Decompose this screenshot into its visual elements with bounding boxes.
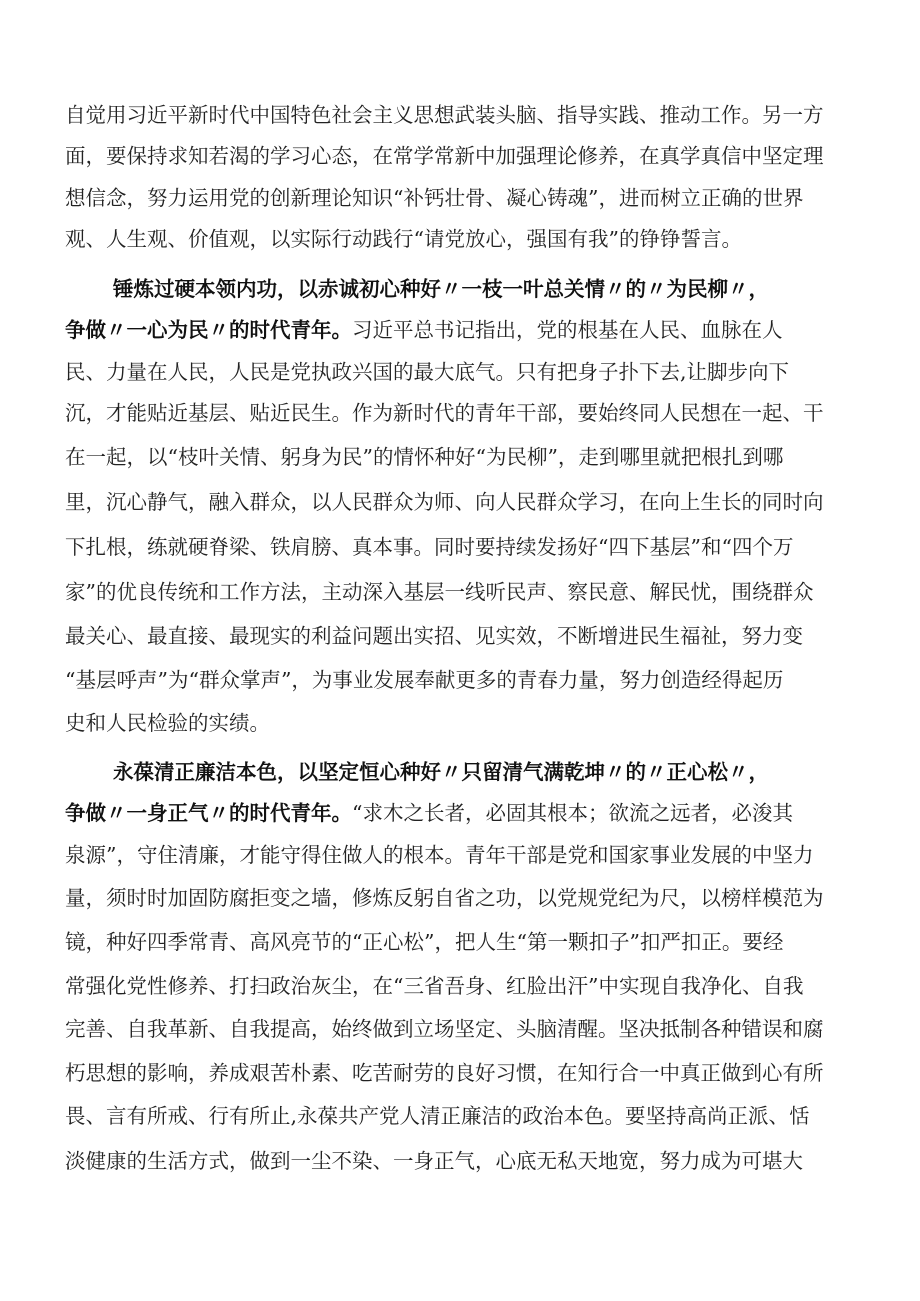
text-line: 在一起，以“枝叶关情、躬身为民”的情怀种好“为民柳”，走到哪里就把根扎到哪 [65, 445, 784, 469]
section-heading: 争做〃一心为民〃的时代青年。 [65, 318, 352, 342]
section-heading: 争做〃一身正气〃的时代青年。 [65, 801, 352, 825]
text-line: 想信念，努力运用党的创新理论知识“补钙壮骨、凝心铸魂”，进而树立正确的世界 [65, 186, 804, 210]
section-heading-line [113, 273, 865, 305]
text-line: 淡健康的生活方式，做到一尘不染、一身正气，心底无私天地宽，努力成为可堪大 [65, 1149, 803, 1173]
text-line: “基层呼声”为“群众掌声”，为事业发展奉献更多的青春力量，努力创造经得起历 [65, 668, 784, 692]
text-line: 争做〃一心为民〃的时代青年。习近平总书记指出，党的根基在人民、血脉在人 [65, 318, 783, 342]
text-line: 面，要保持求知若渴的学习心态，在常学常新中加强理论修养，在真学真信中坚定理 [65, 144, 824, 168]
text-line: 里，沉心静气，融入群众，以人民群众为师、向人民群众学习，在向上生长的同时向 [65, 490, 824, 514]
text-line: 朽思想的影响，养成艰苦朴素、吃苦耐劳的良好习惯，在知行合一中真正做到心有所 [65, 1061, 824, 1085]
text-line: 争做〃一身正气〃的时代青年。“求木之长者，必固其根本；欲流之远者，必浚其 [65, 801, 793, 825]
text-line: 家”的优良传统和工作方法，主动深入基层一线听民声、察民意、解民忧，围绕群众 [65, 580, 814, 604]
section-heading-line [113, 756, 865, 788]
text-line: 自觉用习近平新时代中国特色社会主义思想武装头脑、指导实践、推动工作。另一方 [65, 103, 824, 127]
text-line: 最关心、最直接、最现实的利益问题出实招、见实效，不断增进民生福祉，努力变 [65, 624, 803, 648]
text-line: 完善、自我革新、自我提高，始终做到立场坚定、头脑清醒。坚决抵制各种错误和腐 [65, 1017, 824, 1041]
text-line: 史和人民检验的实绩。 [65, 711, 270, 735]
text-line: 沉，才能贴近基层、贴近民生。作为新时代的青年干部，要始终同人民想在一起、干 [65, 401, 824, 425]
text-line: 镜，种好四季常青、高风亮节的“正心松”，把人生“第一颗扣子”扣严扣正。要经 [65, 930, 784, 954]
text-line: 畏、言有所戒、行有所止,永葆共产党人清正廉洁的政治本色。要坚持高尚正派、恬 [65, 1104, 810, 1128]
section-heading: 永葆清正廉洁本色，以坚定恒心种好〃只留清气满乾坤〃的〃正心松〃， [113, 760, 769, 784]
text-line: 泉源”，守住清廉，才能守得住做人的根本。青年干部是党和国家事业发展的中坚力 [65, 843, 814, 867]
section-heading: 锤炼过硬本领内功，以赤诚初心种好〃一枝一叶总关情〃的〃为民柳〃， [113, 277, 769, 301]
text-line: 下扎根，练就硬脊梁、铁肩膀、真本事。同时要持续发扬好“四下基层”和“四个万 [65, 535, 794, 559]
text-line: 观、人生观、价值观，以实际行动践行“请党放心，强国有我”的铮铮誓言。 [65, 227, 742, 251]
text-line: 民、力量在人民，人民是党执政兴国的最大底气。只有把身子扑下去,让脚步向下 [65, 360, 790, 384]
text-line: 常强化党性修养、打扫政治灰尘，在“三省吾身、红脸出汗”中实现自我净化、自我 [65, 974, 804, 998]
text-line: 量，须时时加固防腐拒变之墙，修炼反躬自省之功，以党规党纪为尺，以榜样模范为 [65, 886, 824, 910]
